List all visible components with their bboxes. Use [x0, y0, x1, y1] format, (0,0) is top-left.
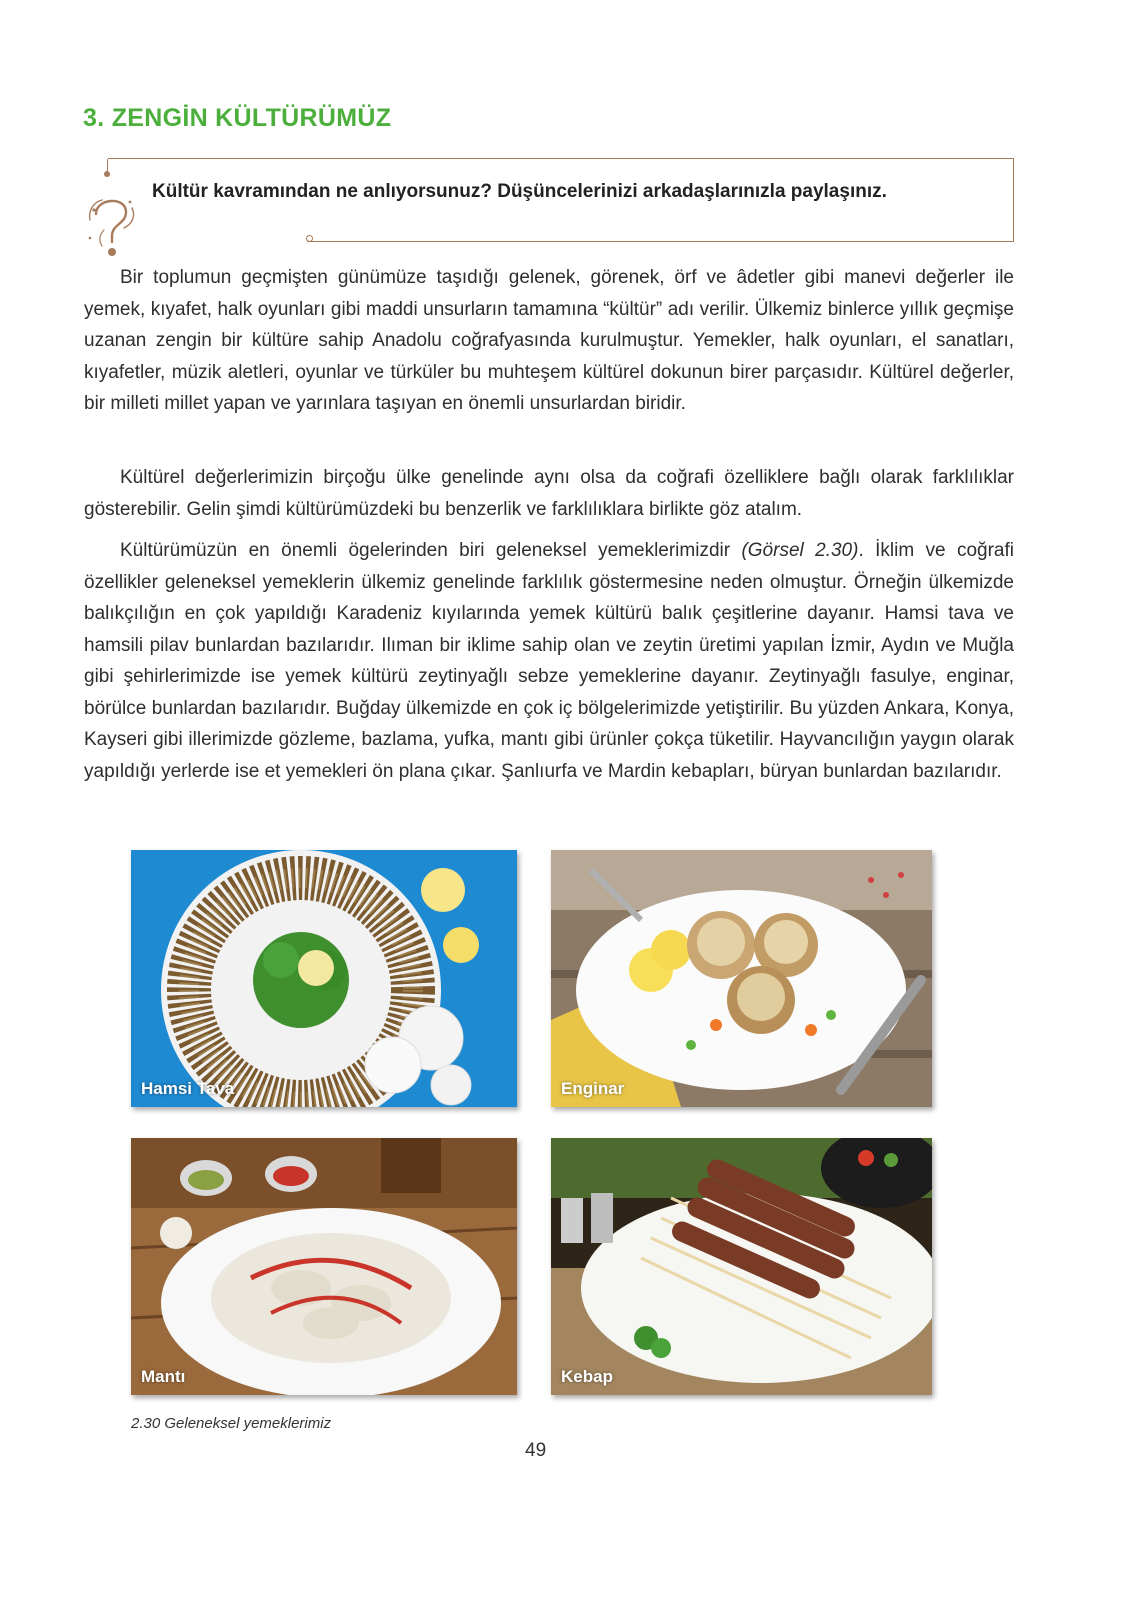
- photo-label-kebap: Kebap: [561, 1367, 613, 1386]
- photo-label-hamsi: Hamsi Tava: [141, 1079, 235, 1098]
- box-dot: [104, 171, 110, 177]
- photo-enginar: [551, 850, 932, 1107]
- paragraph-3-text-end: . İklim ve coğrafi özellikler geleneksel yemeklerin ülkemiz genelinde farklılık göstermesine neden olmuştur. Örneğin ülkemizde balıkçılığın en çok yapıldığı Karadeniz kıyılarında yemek kültürü balık çeşitlerine dayanır. Hamsi tava ve hamsili pilav bunlardan bazılarıdır. Ilıman bir iklime sahip olan ve zeytin üretimi yapılan İzmir, Aydın ve Muğla gibi şehirlerimizde ise yemek kültürü zeytinyağlı sebze yemeklerine dayanır. Zeytinyağlı fasulye, enginar, börülce bunlardan bazılarıdır. Buğday ülkemizde en çok iç bölgelerimizde yetiştirilir. Bu yüzden Ankara, Konya, Kayseri gibi illerimizde gözleme, bazlama, yufka, mantı gibi ürünler çokça tüketilir. Hayvancılığın yaygın olarak yapıldığı yerlerde ise et yemekleri ön plana çıkar. Şanlıurfa ve Mardin kebapları, büryan bunlardan bazılarıdır.: [84, 540, 1015, 782]
- figure-caption: 2.30 Geleneksel yemeklerimiz: [131, 1415, 332, 1432]
- manti-image: [131, 1138, 517, 1395]
- photo-label-enginar: Enginar: [561, 1079, 625, 1098]
- page-number: 49: [525, 1440, 547, 1461]
- kebap-image: [551, 1138, 932, 1395]
- hamsi-tava-image: [131, 850, 517, 1107]
- photo-label-manti: Mantı: [141, 1367, 186, 1386]
- question-mark-icon: [82, 190, 142, 266]
- paragraph-3-text: Kültürümüzün en önemli ögelerinden biri geleneksel yemeklerimizdir: [120, 540, 742, 561]
- paragraph-2: Kültürel değerlerimizin birçoğu ülke genelinde aynı olsa da coğrafi özelliklere bağlı olarak farklılıklar gösterebilir. Gelin şimdi kültürümüzdeki bu benzerlik ve farklılıklara birlikte göz atalım.: [84, 467, 1014, 520]
- photo-hamsi-tava: [131, 850, 517, 1107]
- figure-reference: (Görsel 2.30): [741, 540, 859, 561]
- question-text: Kültür kavramından ne anlıyorsunuz? Düşüncelerinizi arkadaşlarınızla paylaşınız.: [152, 181, 887, 202]
- box-bottom-dot: [306, 235, 313, 242]
- photo-kebap: [551, 1138, 932, 1395]
- enginar-image: [551, 850, 932, 1107]
- section-heading: 3. ZENGİN KÜLTÜRÜMÜZ: [83, 104, 392, 132]
- paragraph-3: [84, 535, 1014, 787]
- paragraph-1: Bir toplumun geçmişten günümüze taşıdığı gelenek, görenek, örf ve âdetler gibi manevi değerler ile yemek, kıyafet, halk oyunları gibi maddi unsurların tamamına “kültür” adı verilir. Ülkemiz binlerce yıllık geçmişe uzanan zengin bir kültüre sahip Anadolu coğrafyasında kurulmuştur. Yemekler, halk oyunları, el sanatları, kıyafetler, müzik aletleri, oyunlar ve türküler bu muhteşem kültürel dokunun birer parçasıdır. Kültürel değerler, bir milleti millet yapan ve yarınlara taşıyan en önemli unsurlardan biridir.: [84, 267, 1014, 414]
- photo-manti: [131, 1138, 517, 1395]
